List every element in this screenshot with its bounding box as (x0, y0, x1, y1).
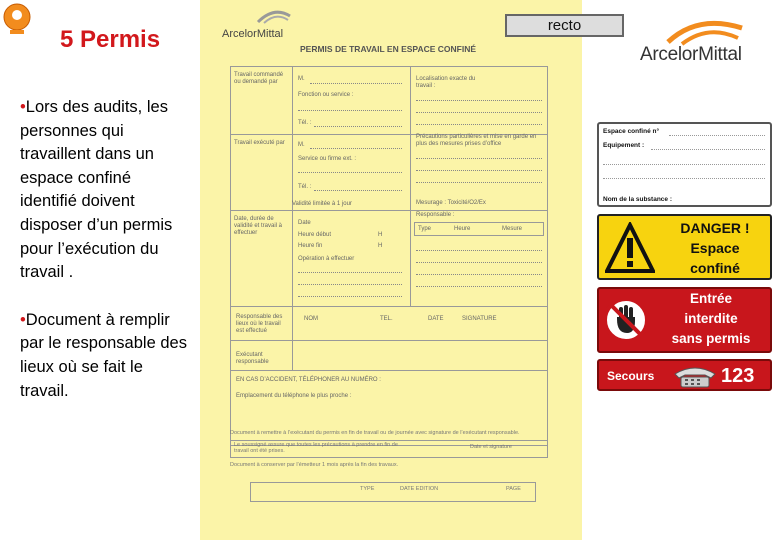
secours-label: Secours (607, 369, 655, 383)
telephone-icon (673, 364, 717, 388)
label-date-sig: Date et signature (470, 444, 512, 450)
danger-line3: confiné (690, 260, 740, 276)
fill-line (310, 83, 402, 84)
bullet-item (20, 96, 190, 285)
label-responsable: Responsable : (416, 212, 455, 218)
fill-line (416, 182, 542, 183)
label-resp-lieux: Responsable des lieux où le travail est effectué (236, 314, 283, 334)
espace-confine-sign (597, 122, 772, 207)
label-heure: Heure (454, 226, 471, 232)
fill-line (603, 164, 765, 165)
fill-line (314, 126, 402, 127)
form-divider (230, 370, 548, 371)
danger-line1: DANGER ! (680, 220, 750, 236)
label-signature: SIGNATURE (462, 316, 497, 322)
fill-line (416, 124, 542, 125)
form-divider (230, 210, 548, 211)
label-tel-col: TEL. (380, 316, 393, 322)
label-doc2: Document à conserver par l’émetteur 1 mois après la fin des travaux. (230, 462, 399, 468)
label-nom: NOM (304, 316, 318, 322)
entry-line2: interdite (684, 311, 738, 326)
label-footer-edition: DATE EDITION (400, 486, 439, 492)
bullet-mark: • (20, 98, 26, 116)
secours-number: 123 (721, 365, 755, 387)
sign-substance-label: Nom de la substance : (603, 196, 672, 203)
fill-line (298, 272, 402, 273)
label-tel: Tél. : (298, 120, 312, 126)
warning-triangle-icon (605, 222, 655, 274)
bullet-text: Lors des audits, les personnes qui travaillent dans un espace confiné identifié doivent disposer d’un permis pour l’exécution du travail . (20, 98, 173, 282)
form-title: PERMIS DE TRAVAIL EN ESPACE CONFINÉ (300, 44, 477, 54)
measure-table (414, 222, 544, 236)
secours-sign (597, 359, 772, 391)
no-entry-hand-icon (603, 297, 649, 343)
bullet-item (20, 309, 190, 403)
fill-line (416, 262, 542, 263)
bullet-mark: • (20, 310, 26, 329)
form-divider (292, 66, 293, 306)
fill-line (314, 190, 402, 191)
entry-line1: Entrée (689, 291, 733, 306)
fill-line (603, 178, 765, 179)
label-heure-fin: Heure fin (298, 243, 323, 249)
entry-line3: sans permis (671, 331, 751, 346)
slide-title: 5 Permis (60, 26, 161, 53)
sign-espace-label: Espace confiné n° (603, 128, 660, 135)
label-date: Date (298, 220, 311, 226)
label-type: Type (418, 226, 432, 232)
label-executant: Exécutant responsable (236, 352, 269, 365)
label-date-col: DATE (428, 316, 444, 322)
fill-line (416, 286, 542, 287)
label-service-firme: Service ou firme ext. : (298, 156, 357, 162)
fill-line (298, 172, 402, 173)
permit-form-image (200, 0, 582, 540)
label-h2: H (378, 243, 383, 249)
label-heure-debut: Heure début (298, 232, 332, 238)
label-emplacement: Emplacement du téléphone le plus proche : (236, 393, 352, 399)
form-brand: ArcelorMittal (222, 28, 284, 40)
danger-sign (597, 214, 772, 280)
bullet-list (20, 96, 190, 427)
label-soussigne: Le soussigné assure que toutes les précautions à prendre en fin de travail ont été prises. (234, 442, 398, 454)
fill-line (298, 296, 402, 297)
label-mesurage: Mesurage : Toxicité/O2/Ex (416, 200, 486, 206)
fill-line (310, 148, 402, 149)
label-travail-execute: Travail exécuté par (234, 140, 285, 146)
label-footer-pages: PAGE (506, 486, 521, 492)
fill-line (416, 158, 542, 159)
label-operation: Opération à effectuer (298, 256, 355, 262)
form-frame (230, 66, 548, 446)
fill-line (298, 110, 402, 111)
sign-equipement-label: Equipement : (603, 142, 645, 149)
form-divider (230, 306, 548, 307)
fill-line (416, 274, 542, 275)
form-divider (230, 340, 548, 341)
label-fonction: Fonction ou service : (298, 92, 354, 98)
recto-label: recto (505, 14, 624, 37)
label-localisation: Localisation exacte du travail : (416, 76, 476, 89)
form-logo-arc-icon (256, 8, 292, 24)
label-accident: EN CAS D’ACCIDENT, TÉLÉPHONER AU NUMÉRO : (236, 377, 381, 383)
bullet-text: Document à remplir par le responsable des lieux où se fait le travail. (20, 310, 187, 400)
label-footer-ref: TYPE (360, 486, 375, 492)
footer-table (250, 482, 536, 502)
fill-line (416, 170, 542, 171)
label-m2: M. (298, 142, 305, 148)
fill-line (669, 135, 765, 136)
label-m1: M. (298, 76, 305, 82)
form-divider (410, 66, 411, 306)
fill-line (416, 100, 542, 101)
fill-line (416, 112, 542, 113)
label-precautions: Précautions particulières et mise en garde en plus des mesures prises d’office (416, 134, 537, 147)
fill-line (651, 149, 765, 150)
label-tel2: Tél. : (298, 184, 312, 190)
company-logo-icon (2, 2, 32, 36)
label-h1: H (378, 232, 383, 238)
form-divider (292, 306, 293, 370)
label-mesure: Mesure (502, 226, 523, 232)
brand-name: ArcelorMittal (640, 44, 742, 65)
label-validite-section: Date, durée de validité et travail à effectuer (234, 216, 283, 236)
danger-line2: Espace (690, 240, 740, 256)
label-doc1: Document à remettre à l’exécutant du permis en fin de travail ou de journée avec signature de l’exécutant responsable. (230, 430, 520, 436)
label-validite: Validité limitée à 1 jour (292, 201, 352, 207)
label-travail-commande: Travail commandé ou demandé par (234, 72, 284, 85)
fill-line (416, 250, 542, 251)
entree-interdite-sign (597, 287, 772, 353)
fill-line (298, 284, 402, 285)
